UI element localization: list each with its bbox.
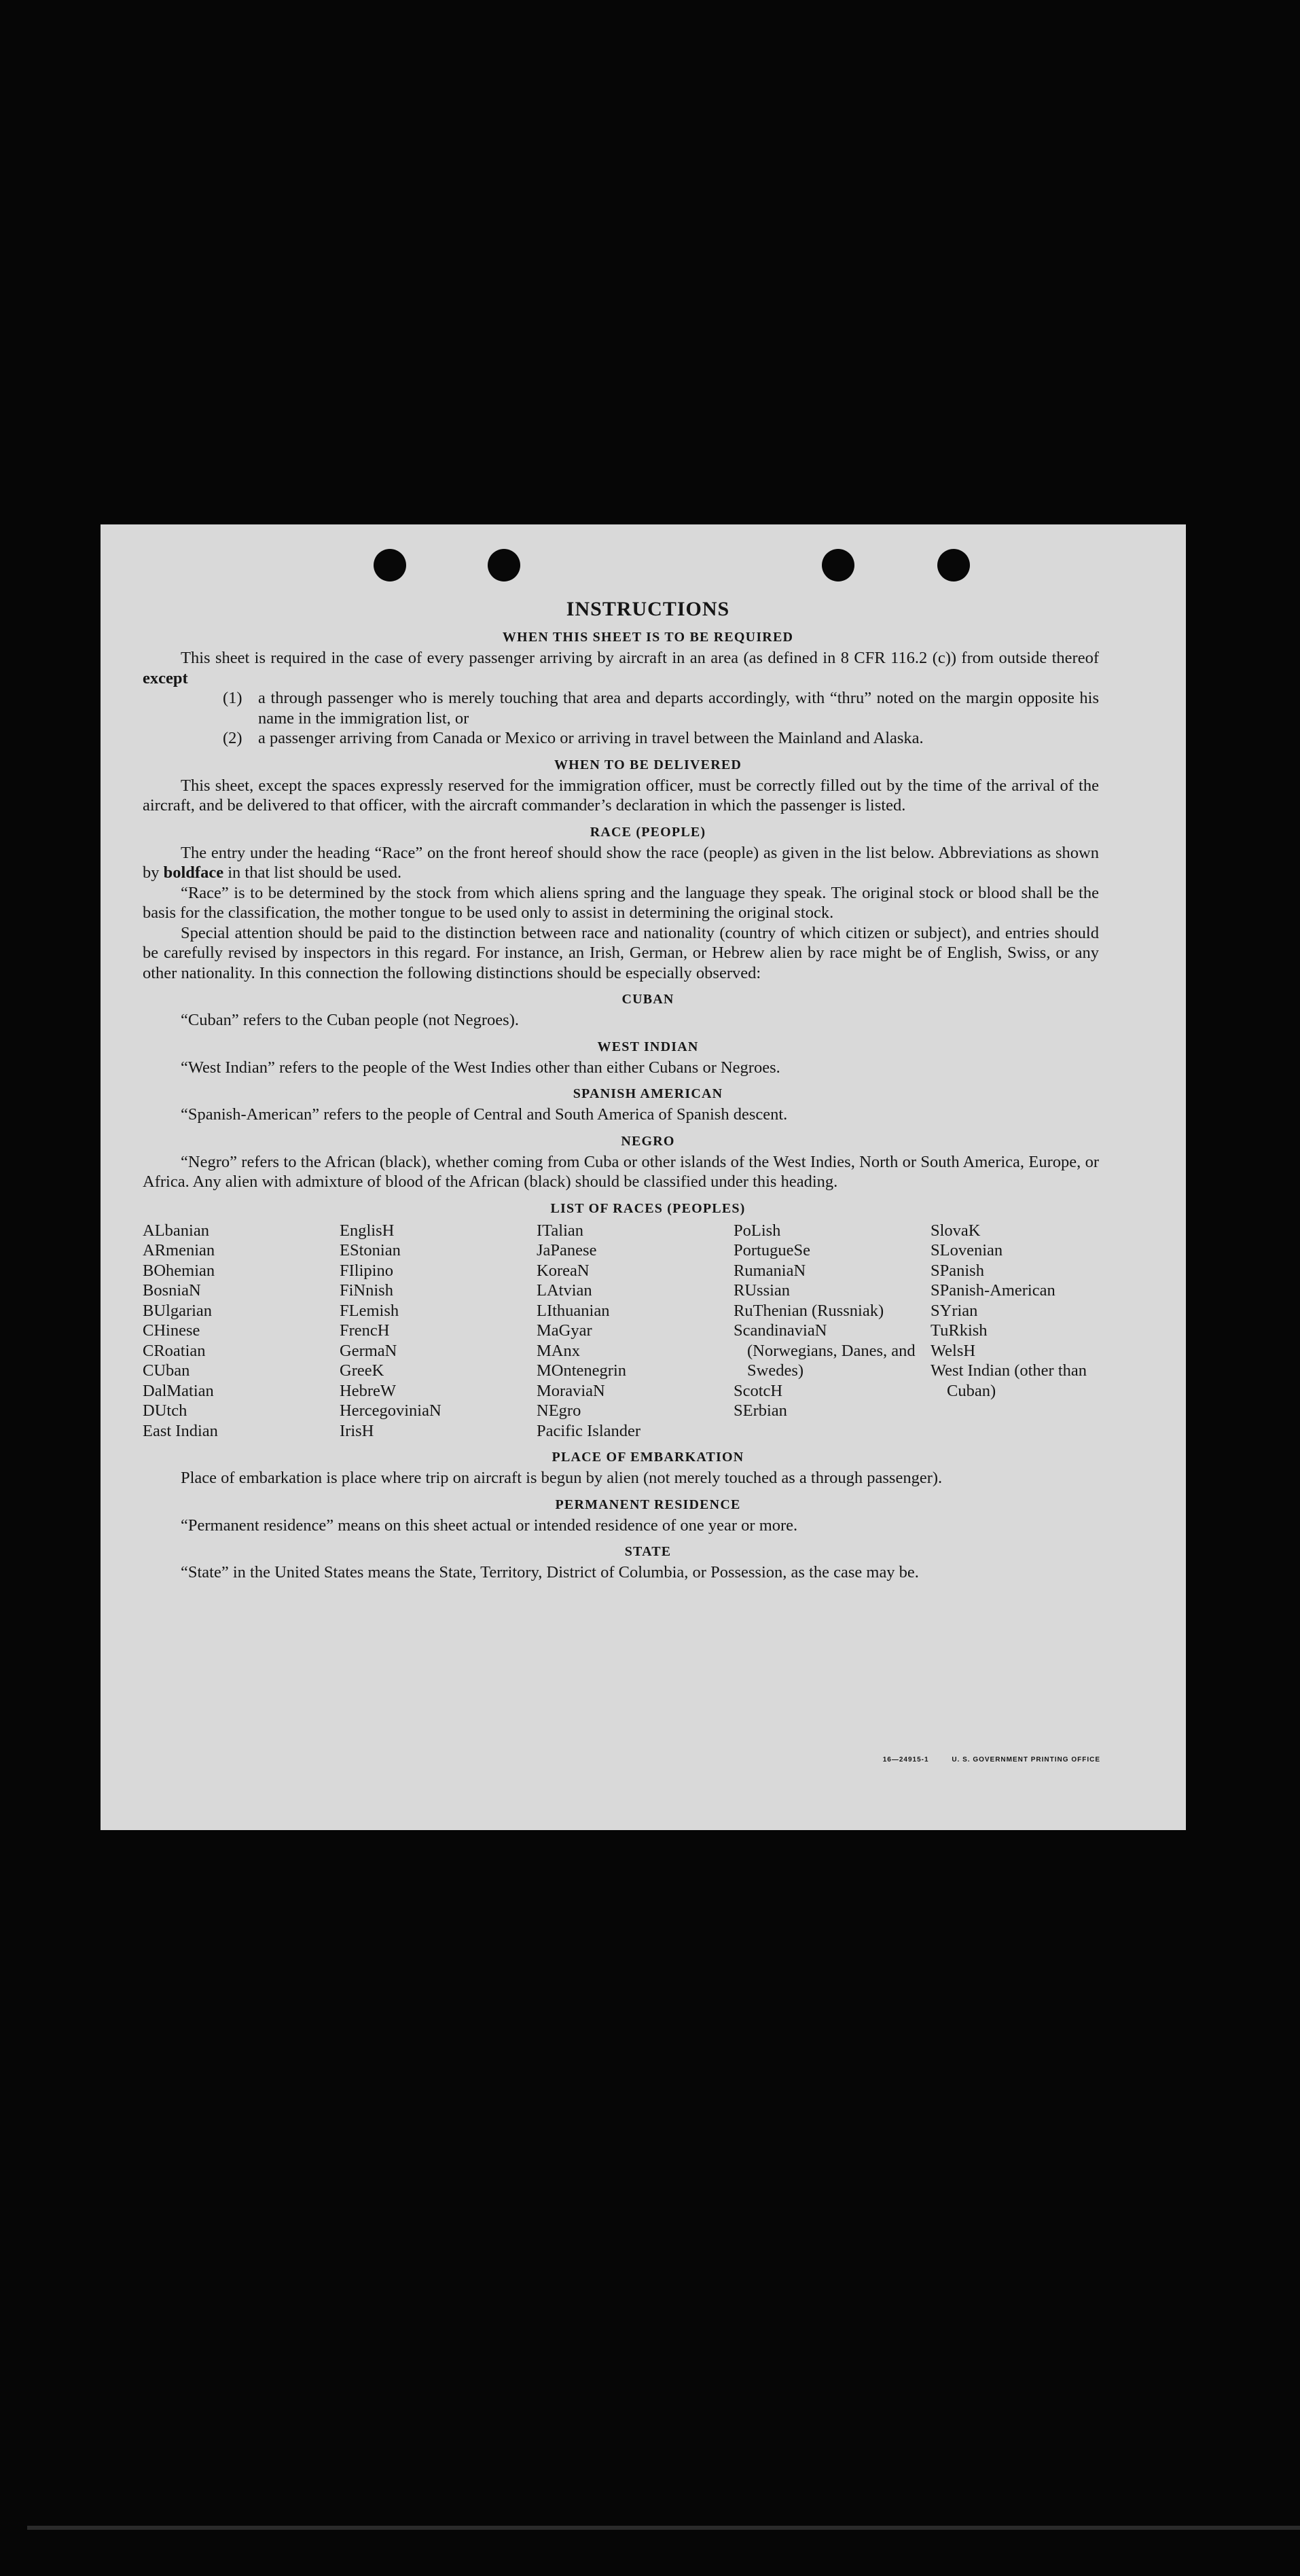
race-entry: Pacific Islander <box>537 1421 641 1440</box>
race-entry: ScotcH <box>734 1381 783 1400</box>
race-paragraph-1: The entry under the heading “Race” on the front hereof should show the race (people) as given in the list below. Abbreviations as shown by boldface in that list should be used. <box>143 843 1099 882</box>
race-entry: SYrian <box>931 1301 978 1320</box>
race-paragraph-2: “Race” is to be determined by the stock from which aliens spring and the language they speak. The original stock or blood shall be the basis for the classification, the mother tongue to be used only to assist in determining the original stock. <box>143 883 1099 922</box>
punch-hole <box>488 549 520 582</box>
race-entry: BosniaN <box>143 1281 201 1300</box>
race-entry: JaPanese <box>537 1241 597 1259</box>
race-entry: DalMatian <box>143 1381 214 1400</box>
race-entry: SlovaK <box>931 1221 981 1240</box>
race-entry: FIlipino <box>340 1261 393 1280</box>
race-entry: RuThenian (Russniak) <box>734 1301 884 1320</box>
race-list <box>143 1221 1099 1442</box>
race-paragraph-3: Special attention should be paid to the distinction between race and nationality (country of which citizen or subject), and entries should be carefully revised by inspectors in this regard. For instance, an Irish, German, or Hebrew alien by race might be of English, Swiss, or any other nationality. In this connection the following distinctions should be especially observed: <box>143 923 1099 982</box>
heading-permanent-residence: PERMANENT RESIDENCE <box>555 1497 741 1512</box>
race-entry: FiNnish <box>340 1281 393 1300</box>
race-entry: DUtch <box>143 1401 187 1420</box>
heading-when-required: WHEN THIS SHEET IS TO BE REQUIRED <box>502 630 794 645</box>
race-entry: MoraviaN <box>537 1381 605 1400</box>
heading-embarkation: PLACE OF EMBARKATION <box>552 1450 744 1465</box>
race-entry: SPanish-American <box>931 1281 1055 1300</box>
printer-name: U. S. GOVERNMENT PRINTING OFFICE <box>952 1756 1100 1764</box>
item-number: (1) <box>223 689 242 707</box>
when-required-intro: This sheet is required in the case of every passenger arriving by aircraft in an area (as defined in 8 CFR 116.2 (c)) from outside thereof except <box>143 649 1099 687</box>
race-entry: TuRkish <box>931 1321 988 1340</box>
state-text: “State” in the United States means the State, Territory, District of Columbia, or Possession, as the case may be. <box>181 1563 919 1581</box>
race-entry: PortugueSe <box>734 1241 810 1259</box>
race-list-column-4 <box>734 1221 931 1442</box>
exception-item-2 <box>223 728 1099 749</box>
race-entry: PoLish <box>734 1221 781 1240</box>
race-entry: West Indian (other than Cuban) <box>931 1361 1087 1400</box>
race-list-column-1 <box>143 1221 340 1442</box>
race-entry: SLovenian <box>931 1241 1003 1259</box>
permanent-residence-text: “Permanent residence” means on this sheet actual or intended residence of one year or more. <box>181 1516 798 1535</box>
exception-item-1 <box>223 688 1099 728</box>
spanish-american-text: “Spanish-American” refers to the people of Central and South America of Spanish descent. <box>181 1105 788 1124</box>
race-entry: FrencH <box>340 1321 390 1340</box>
race-entry: IrisH <box>340 1421 374 1440</box>
race-entry: EStonian <box>340 1241 401 1259</box>
race-entry: LAtvian <box>537 1281 592 1300</box>
document-title: INSTRUCTIONS <box>566 598 730 620</box>
race-entry: WelsH <box>931 1341 976 1360</box>
punch-hole <box>937 549 970 582</box>
race-entry: GermaN <box>340 1341 397 1360</box>
heading-cuban: CUBAN <box>621 992 674 1007</box>
scanner-bed-edge <box>27 2526 1300 2530</box>
heading-list-of-races: LIST OF RACES (PEOPLES) <box>550 1200 746 1216</box>
race-entry: MaGyar <box>537 1321 592 1340</box>
race-entry: SErbian <box>734 1401 787 1420</box>
race-list-column-5 <box>931 1221 1107 1442</box>
embarkation-text: Place of embarkation is place where trip on aircraft is begun by alien (not merely touched as a through passenger). <box>181 1469 943 1487</box>
race-entry: HercegoviniaN <box>340 1401 441 1420</box>
race-entry: CUban <box>143 1361 190 1380</box>
race-entry: BOhemian <box>143 1261 215 1280</box>
race-entry: CRoatian <box>143 1341 206 1360</box>
race-entry: RumaniaN <box>734 1261 806 1280</box>
form-number: 16—24915-1 <box>882 1756 929 1764</box>
punch-hole <box>822 549 854 582</box>
race-entry: ARmenian <box>143 1241 215 1259</box>
race-entry: FLemish <box>340 1301 399 1320</box>
cuban-text: “Cuban” refers to the Cuban people (not Negroes). <box>181 1011 519 1029</box>
negro-text: “Negro” refers to the African (black), whether coming from Cuba or other islands of the West Indies, North or South America, Europe, or Africa. Any alien with admixture of blood of the African (black) should be classified under this heading. <box>143 1152 1099 1191</box>
race-entry: KoreaN <box>537 1261 590 1280</box>
race-entry: SPanish <box>931 1261 984 1280</box>
punch-hole <box>374 549 406 582</box>
race-list-column-2 <box>340 1221 537 1442</box>
race-entry: HebreW <box>340 1381 396 1400</box>
item-number: (2) <box>223 729 242 747</box>
race-entry: ITalian <box>537 1221 584 1240</box>
heading-when-delivered: WHEN TO BE DELIVERED <box>554 757 742 772</box>
heading-spanish-american: SPANISH AMERICAN <box>573 1086 723 1101</box>
race-entry: NEgro <box>537 1401 581 1420</box>
heading-negro: NEGRO <box>621 1133 675 1149</box>
heading-west-indian: WEST INDIAN <box>597 1039 699 1054</box>
instruction-sheet <box>101 524 1186 1830</box>
race-entry: CHinese <box>143 1321 200 1340</box>
race-entry: East Indian <box>143 1421 218 1440</box>
race-entry: RUssian <box>734 1281 791 1300</box>
race-entry: ALbanian <box>143 1221 209 1240</box>
heading-state: STATE <box>624 1544 672 1559</box>
item-text: a passenger arriving from Canada or Mexico or arriving in travel between the Mainland and Alaska. <box>258 729 924 747</box>
race-entry: ScandinaviaN (Norwegians, Danes, and Swedes) <box>734 1321 916 1380</box>
printer-imprint <box>883 1750 1100 1770</box>
race-entry: EnglisH <box>340 1221 395 1240</box>
heading-race: RACE (PEOPLE) <box>590 824 706 840</box>
when-delivered-text: This sheet, except the spaces expressly reserved for the immigration officer, must be correctly filled out by the time of the arrival of the aircraft, and be delivered to that officer, with the aircraft commander’s declaration in which the passenger is listed. <box>143 776 1099 815</box>
race-entry: LIthuanian <box>537 1301 610 1320</box>
race-entry: BUlgarian <box>143 1301 213 1320</box>
item-text: a through passenger who is merely touching that area and departs accordingly, with “thru” noted on the margin opposite his name in the immigration list, or <box>258 689 1099 728</box>
west-indian-text: “West Indian” refers to the people of the West Indies other than either Cubans or Negroes. <box>181 1058 780 1077</box>
race-entry: GreeK <box>340 1361 384 1380</box>
race-entry: MOntenegrin <box>537 1361 626 1380</box>
race-entry: MAnx <box>537 1341 580 1360</box>
race-list-column-3 <box>537 1221 734 1442</box>
